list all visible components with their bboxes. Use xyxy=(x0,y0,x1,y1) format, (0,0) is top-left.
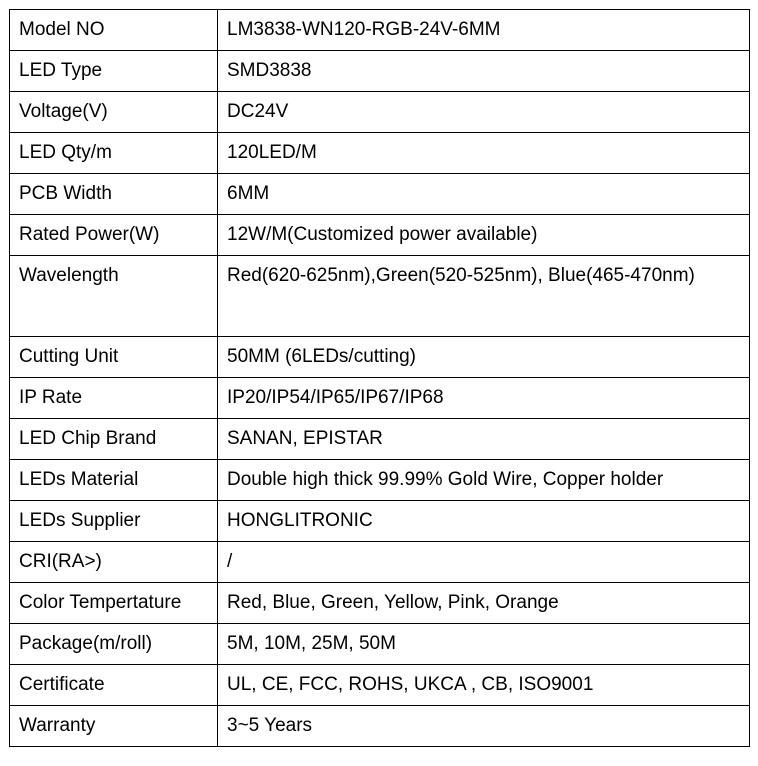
row-value: Red(620-625nm),Green(520-525nm), Blue(465-470nm) xyxy=(218,256,750,337)
row-value: DC24V xyxy=(218,92,750,133)
table-row xyxy=(10,583,750,624)
row-label: PCB Width xyxy=(10,174,218,215)
table-row xyxy=(10,133,750,174)
table-row xyxy=(10,624,750,665)
table-row xyxy=(10,665,750,706)
table-row xyxy=(10,92,750,133)
row-label: LED Type xyxy=(10,51,218,92)
table-row xyxy=(10,337,750,378)
row-label: Package(m/roll) xyxy=(10,624,218,665)
row-value: UL, CE, FCC, ROHS, UKCA , CB, ISO9001 xyxy=(218,665,750,706)
row-label: Cutting Unit xyxy=(10,337,218,378)
row-value: HONGLITRONIC xyxy=(218,501,750,542)
table-row xyxy=(10,378,750,419)
row-value: 50MM (6LEDs/cutting) xyxy=(218,337,750,378)
row-label: CRI(RA>) xyxy=(10,542,218,583)
row-label: IP Rate xyxy=(10,378,218,419)
spec-table xyxy=(9,9,750,747)
table-row xyxy=(10,419,750,460)
table-row xyxy=(10,256,750,337)
row-value: SMD3838 xyxy=(218,51,750,92)
row-label: Rated Power(W) xyxy=(10,215,218,256)
row-value: Double high thick 99.99% Gold Wire, Copper holder xyxy=(218,460,750,501)
row-label: LED Chip Brand xyxy=(10,419,218,460)
row-value: / xyxy=(218,542,750,583)
table-row xyxy=(10,501,750,542)
row-value: 12W/M(Customized power available) xyxy=(218,215,750,256)
row-label: Voltage(V) xyxy=(10,92,218,133)
table-row xyxy=(10,215,750,256)
row-label: LED Qty/m xyxy=(10,133,218,174)
row-value: 6MM xyxy=(218,174,750,215)
table-row xyxy=(10,542,750,583)
table-row xyxy=(10,51,750,92)
row-value: Red, Blue, Green, Yellow, Pink, Orange xyxy=(218,583,750,624)
row-value: LM3838-WN120-RGB-24V-6MM xyxy=(218,10,750,51)
row-label: Warranty xyxy=(10,706,218,747)
row-value: 120LED/M xyxy=(218,133,750,174)
row-label: LEDs Material xyxy=(10,460,218,501)
row-label: Color Tempertature xyxy=(10,583,218,624)
table-row xyxy=(10,706,750,747)
row-value: 3~5 Years xyxy=(218,706,750,747)
row-label: LEDs Supplier xyxy=(10,501,218,542)
row-label: Certificate xyxy=(10,665,218,706)
table-row xyxy=(10,174,750,215)
row-value: IP20/IP54/IP65/IP67/IP68 xyxy=(218,378,750,419)
row-label: Wavelength xyxy=(10,256,218,337)
table-row xyxy=(10,10,750,51)
row-value: SANAN, EPISTAR xyxy=(218,419,750,460)
row-value: 5M, 10M, 25M, 50M xyxy=(218,624,750,665)
row-label: Model NO xyxy=(10,10,218,51)
table-row xyxy=(10,460,750,501)
